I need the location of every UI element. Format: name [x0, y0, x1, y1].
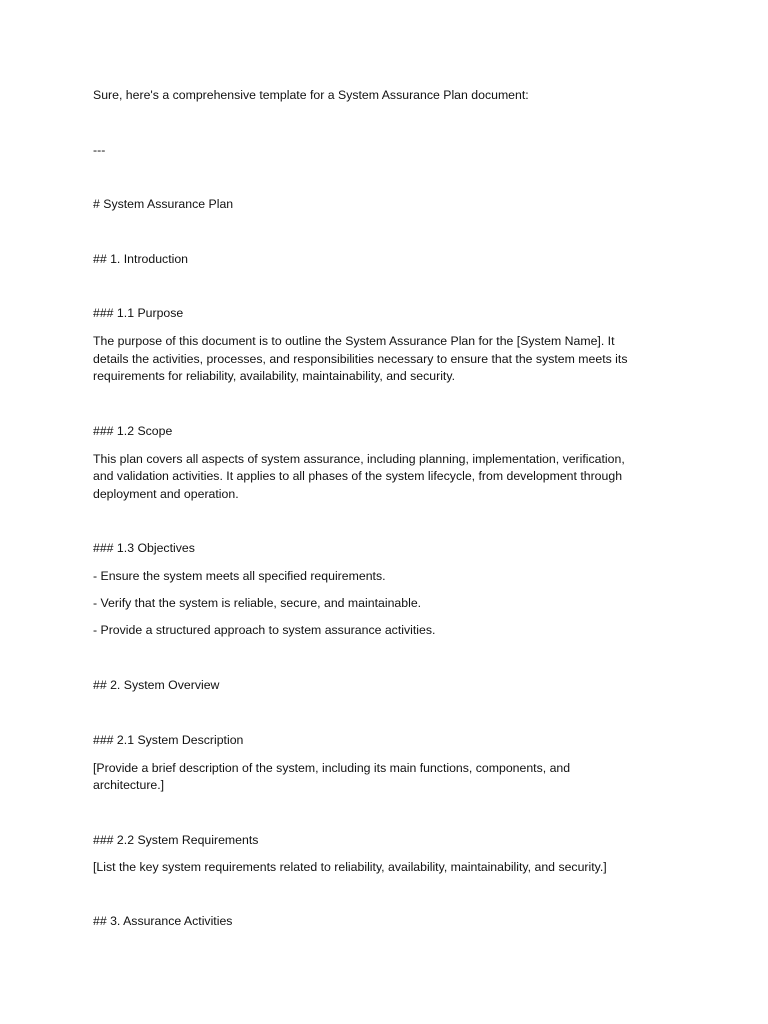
- section-introduction-heading: ## 1. Introduction: [93, 252, 189, 266]
- system-requirements-line-1: [List the key system requirements related to reliability, availability, maintainability, and security.]: [93, 860, 607, 874]
- objectives-heading: ### 1.3 Objectives: [93, 541, 195, 555]
- system-description-line-1: [Provide a brief description of the system, including its main functions, components, and: [93, 761, 571, 775]
- purpose-line-1: The purpose of this document is to outline the System Assurance Plan for the [System Name]. It: [93, 334, 615, 348]
- system-requirements-heading: ### 2.2 System Requirements: [93, 833, 259, 847]
- system-description-line-2: architecture.]: [93, 778, 165, 792]
- separator: ---: [93, 143, 106, 157]
- scope-line-2: and validation activities. It applies to all phases of the system lifecycle, from development through: [93, 469, 623, 483]
- scope-line-3: deployment and operation.: [93, 487, 239, 501]
- objective-item-3: - Provide a structured approach to system assurance activities.: [93, 623, 436, 637]
- objective-item-2: - Verify that the system is reliable, secure, and maintainable.: [93, 596, 422, 610]
- section-system-overview-heading: ## 2. System Overview: [93, 678, 220, 692]
- purpose-line-2: details the activities, processes, and responsibilities necessary to ensure that the system meets its: [93, 352, 628, 366]
- intro-text: Sure, here's a comprehensive template for a System Assurance Plan document:: [93, 88, 529, 102]
- system-description-heading: ### 2.1 System Description: [93, 733, 244, 747]
- section-assurance-activities-heading: ## 3. Assurance Activities: [93, 914, 233, 928]
- purpose-line-3: requirements for reliability, availability, maintainability, and security.: [93, 369, 455, 383]
- document-title: # System Assurance Plan: [93, 197, 234, 211]
- scope-heading: ### 1.2 Scope: [93, 424, 173, 438]
- scope-line-1: This plan covers all aspects of system assurance, including planning, implementation, verification,: [93, 452, 625, 466]
- purpose-heading: ### 1.1 Purpose: [93, 306, 184, 320]
- objective-item-1: - Ensure the system meets all specified requirements.: [93, 569, 386, 583]
